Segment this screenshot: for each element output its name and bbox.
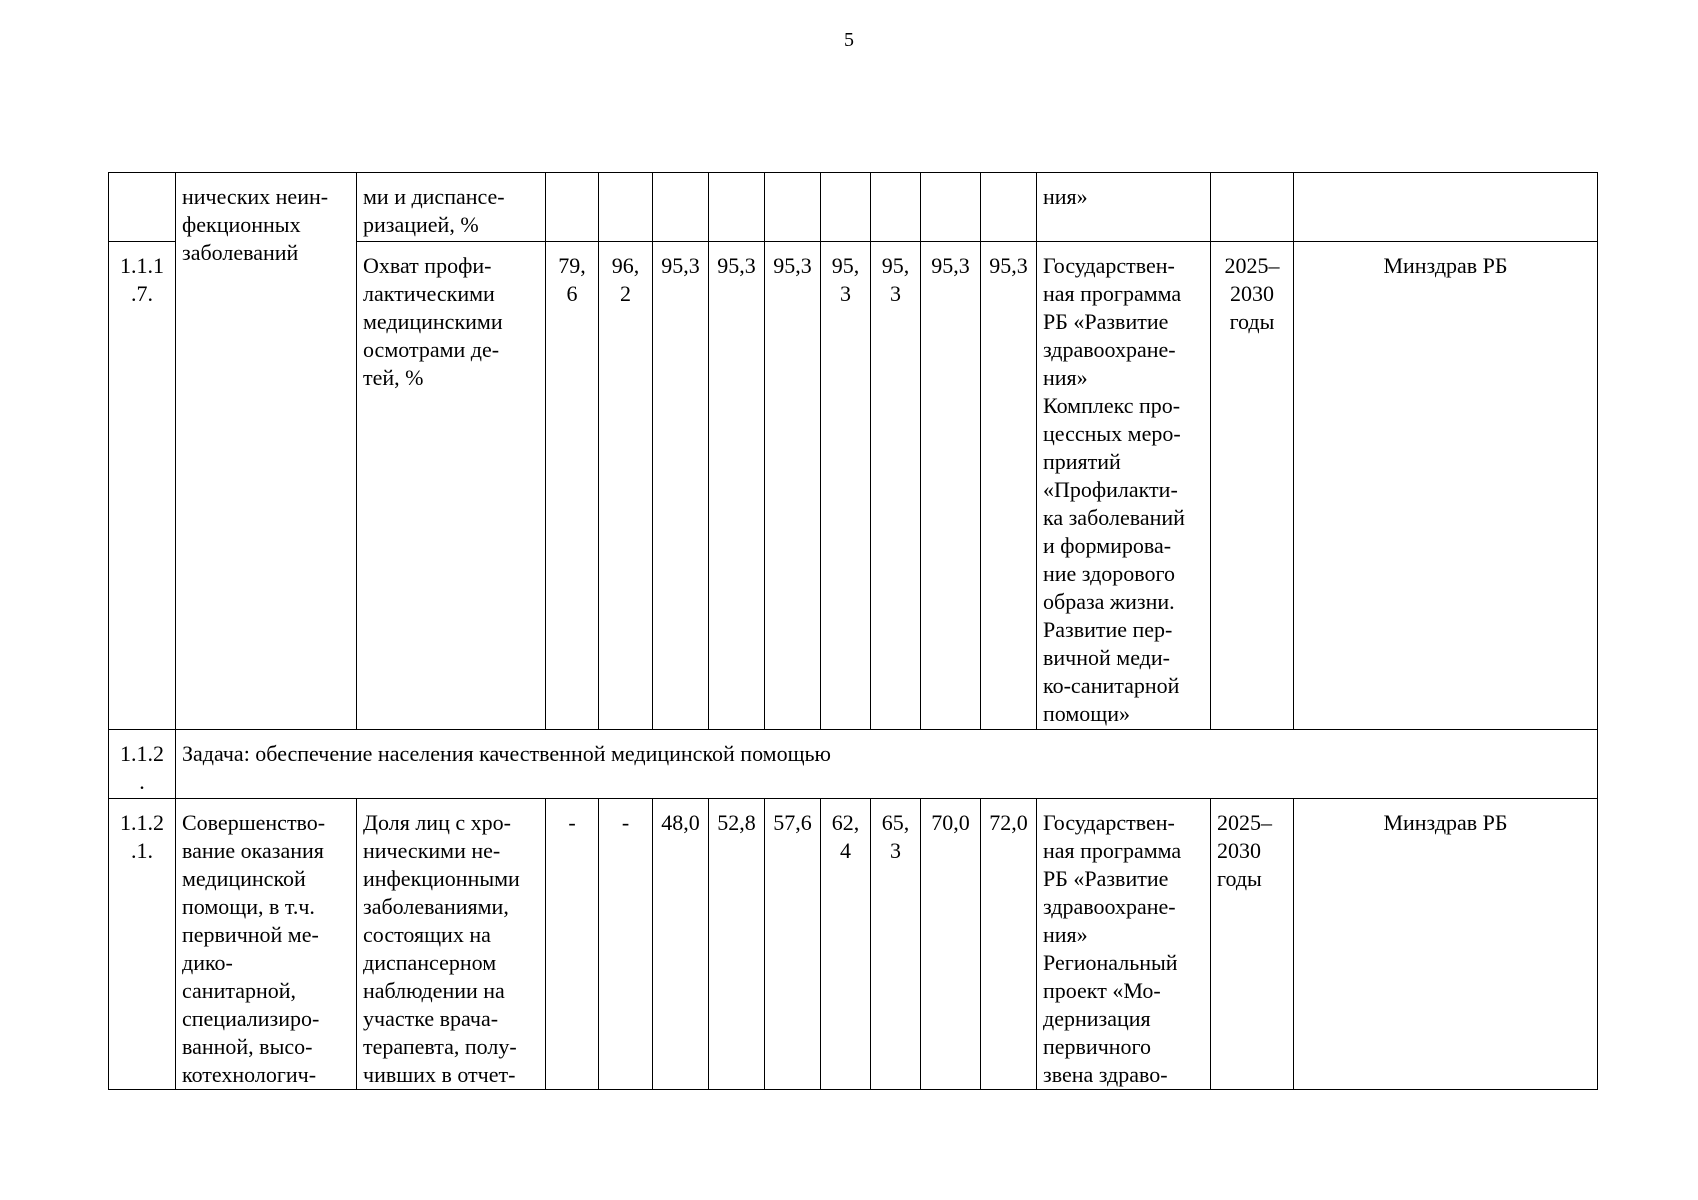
value-cell <box>981 173 1037 242</box>
value-cell: 95, 3 <box>871 242 921 730</box>
indicator-cell: Охват профи- лактическими медицинскими осмотрами де- тей, % <box>357 242 546 730</box>
table-row <box>109 730 1598 799</box>
indicator-cell: Доля лиц с хро- ническими не- инфекционными заболеваниями, состоящих на диспансерном наблюдении на участке врача- терапевта, полу- чивших в отчет- <box>357 799 546 1090</box>
value-cell: 70,0 <box>921 799 981 1090</box>
value-cell: 52,8 <box>709 799 765 1090</box>
value-cell: 79, 6 <box>546 242 599 730</box>
value-cell: 95,3 <box>653 242 709 730</box>
table-row <box>109 173 1598 242</box>
executor-cell: Минздрав РБ <box>1294 799 1598 1090</box>
value-cell: 72,0 <box>981 799 1037 1090</box>
measure-cell: Совершенство- вание оказания медицинской помощи, в т.ч. первичной ме- дико- санитарной, специализиро- ванной, высо- котехнологич- <box>176 799 357 1090</box>
program-cell: Государствен- ная программа РБ «Развитие здравоохране- ния» Комплекс про- цессных меро- приятий «Профилакти- ка заболеваний и формирова- ние здорового образа жизни. Развитие пер- вичной меди- ко-санитарной помощи» <box>1037 242 1211 730</box>
row-number: 1.1.2 .1. <box>109 799 176 1090</box>
row-number <box>109 173 176 242</box>
value-cell: 96, 2 <box>599 242 653 730</box>
table-row <box>109 799 1598 1090</box>
period-cell <box>1211 173 1294 242</box>
indicator-cell: ми и диспансе- ризацией, % <box>357 173 546 242</box>
value-cell <box>765 173 821 242</box>
executor-cell: Минздрав РБ <box>1294 242 1598 730</box>
value-cell: - <box>599 799 653 1090</box>
measure-cell: нических неин- фекционных заболеваний <box>176 173 357 730</box>
task-cell: Задача: обеспечение населения качественной медицинской помощью <box>176 730 1598 799</box>
value-cell <box>871 173 921 242</box>
value-cell: 62, 4 <box>821 799 871 1090</box>
row-number: 1.1.1 .7. <box>109 242 176 730</box>
value-cell: 95,3 <box>765 242 821 730</box>
indicators-table <box>108 172 1598 1090</box>
page-number: 5 <box>844 29 854 51</box>
value-cell <box>653 173 709 242</box>
value-cell: 95,3 <box>921 242 981 730</box>
value-cell <box>821 173 871 242</box>
row-number: 1.1.2 . <box>109 730 176 799</box>
value-cell: 95,3 <box>981 242 1037 730</box>
program-cell: Государствен- ная программа РБ «Развитие здравоохране- ния» Региональный проект «Мо- дернизация первичного звена здраво- <box>1037 799 1211 1090</box>
value-cell <box>709 173 765 242</box>
value-cell: 95, 3 <box>821 242 871 730</box>
value-cell: 65, 3 <box>871 799 921 1090</box>
value-cell: 57,6 <box>765 799 821 1090</box>
program-cell: ния» <box>1037 173 1211 242</box>
value-cell <box>921 173 981 242</box>
value-cell: 48,0 <box>653 799 709 1090</box>
value-cell: 95,3 <box>709 242 765 730</box>
period-cell: 2025– 2030 годы <box>1211 799 1294 1090</box>
period-cell: 2025– 2030 годы <box>1211 242 1294 730</box>
value-cell <box>546 173 599 242</box>
value-cell: - <box>546 799 599 1090</box>
executor-cell <box>1294 173 1598 242</box>
value-cell <box>599 173 653 242</box>
